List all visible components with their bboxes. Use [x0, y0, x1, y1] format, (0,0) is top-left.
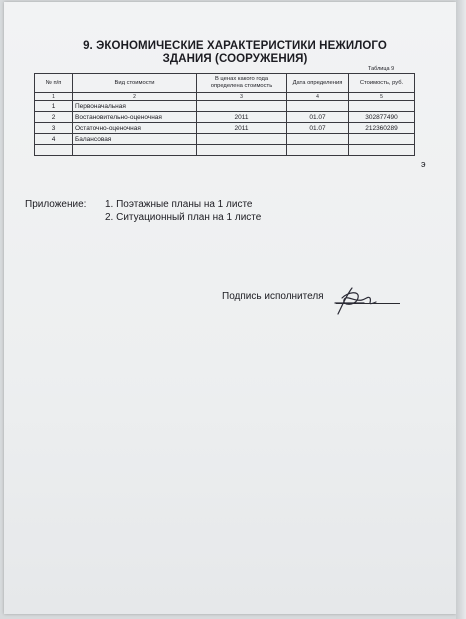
signature-label: Подпись исполнителя	[222, 291, 324, 302]
row-number: 1	[35, 101, 73, 112]
appendix-item: 2. Ситуационный план на 1 листе	[105, 212, 262, 223]
appendix-items	[105, 198, 261, 224]
row-value-type: Первоначальная	[73, 101, 197, 112]
row-number: 4	[35, 134, 73, 145]
header-date: Дата определения	[287, 74, 349, 93]
row-date	[287, 145, 349, 156]
column-number: 3	[197, 93, 287, 101]
section-title-line-2: ЗДАНИЯ (СООРУЖЕНИЯ)	[162, 53, 308, 65]
row-value-type: Востановительно-оценочная	[73, 112, 197, 123]
row-date	[287, 101, 349, 112]
row-value-type: Остаточно-оценочная	[73, 123, 197, 134]
table-row	[35, 123, 415, 134]
table-number-note: Таблица 9	[368, 66, 395, 72]
row-date: 01.07	[287, 123, 349, 134]
next-page-edge	[456, 0, 466, 619]
stray-mark: э	[421, 159, 426, 169]
appendix-label: Приложение:	[25, 199, 87, 210]
economic-characteristics-table	[34, 73, 415, 156]
table-header-row	[35, 74, 415, 93]
appendix-item: 1. Поэтажные планы на 1 листе	[105, 199, 253, 210]
row-date	[287, 134, 349, 145]
section-title-line-1: 9. ЭКОНОМИЧЕСКИЕ ХАРАКТЕРИСТИКИ НЕЖИЛОГО	[83, 40, 387, 52]
row-cost	[349, 134, 415, 145]
row-cost: 212360289	[349, 123, 415, 134]
row-date: 01.07	[287, 112, 349, 123]
row-value-type	[73, 145, 197, 156]
row-value-type: Балансовая	[73, 134, 197, 145]
section-title	[40, 40, 430, 66]
column-number: 2	[73, 93, 197, 101]
row-number: 2	[35, 112, 73, 123]
header-value-type: Вид стоимости	[73, 74, 197, 93]
row-number	[35, 145, 73, 156]
row-price-year: 2011	[197, 123, 287, 134]
row-price-year	[197, 145, 287, 156]
row-number: 3	[35, 123, 73, 134]
row-price-year	[197, 134, 287, 145]
row-cost	[349, 145, 415, 156]
header-price-year: В ценах какого года определена стоимость	[197, 74, 287, 93]
row-cost: 302877490	[349, 112, 415, 123]
row-price-year: 2011	[197, 112, 287, 123]
table-row	[35, 134, 415, 145]
column-number: 5	[349, 93, 415, 101]
table-row	[35, 145, 415, 156]
column-number: 4	[287, 93, 349, 101]
table-row	[35, 112, 415, 123]
handwritten-signature	[332, 284, 382, 318]
header-number: № п/п	[35, 74, 73, 93]
row-cost	[349, 101, 415, 112]
column-number: 1	[35, 93, 73, 101]
header-cost: Стоимость, руб.	[349, 74, 415, 93]
row-price-year	[197, 101, 287, 112]
table-row	[35, 101, 415, 112]
column-number-row	[35, 93, 415, 101]
